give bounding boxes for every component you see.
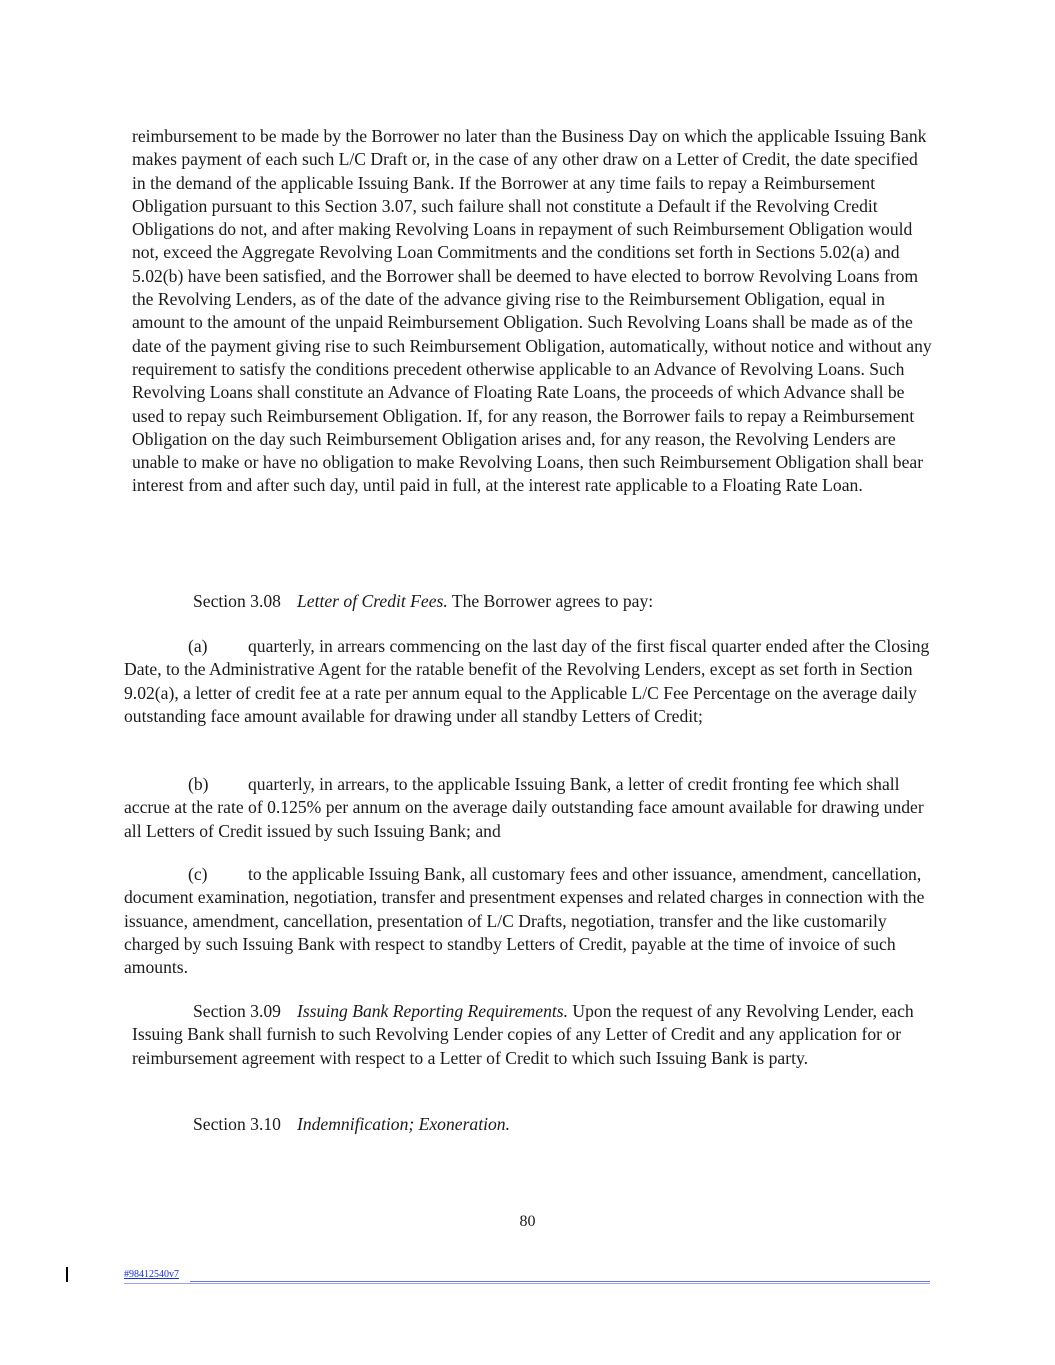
list-item <box>124 863 932 979</box>
section-lead: The Borrower agrees to pay: <box>451 591 654 611</box>
list-item <box>124 635 932 728</box>
section-number: Section 3.10 <box>193 1114 281 1134</box>
section-text: Upon the request of any Revolving Lender, each Issuing Bank shall furnish to such Revolving Lender copies of any Letter of Credit and any application for or reimbursement agreement with respect to a Letter of Credit to which such Issuing Bank is party. <box>132 1001 914 1068</box>
section-title: Indemnification; Exoneration. <box>296 1114 511 1134</box>
section-3-08-heading <box>193 590 653 613</box>
item-text: quarterly, in arrears commencing on the last day of the first fiscal quarter ended after the Closing Date, to the Administrative Agent for the ratable benefit of the Revolving Lenders, except as set forth in Section 9.02(a), a letter of credit fee at a rate per annum equal to the Applicable L/C Fee Percentage on the average daily outstanding face amount available for drawing under all standby Letters of Credit; <box>124 636 930 726</box>
document-id-link[interactable]: #98412540v7 <box>124 1269 179 1280</box>
section-number: Section 3.08 <box>193 591 281 611</box>
footer-rule <box>190 1281 930 1282</box>
section-title: Issuing Bank Reporting Requirements. <box>296 1001 568 1021</box>
revision-bar <box>66 1267 68 1282</box>
item-label: (c) <box>188 864 208 884</box>
continuation-paragraph: reimbursement to be made by the Borrower no later than the Business Day on which the applicable Issuing Bank makes payment of each such L/C Draft or, in the case of any other draw on a Letter of Credit, the date specified in the demand of the applicable Issuing Bank. If the Borrower at any time fails to repay a Reimbursement Obligation pursuant to this Section 3.07, such failure shall not constitute a Default if the Revolving Credit Obligations do not, and after making Revolving Loans in repayment of such Reimbursement Obligation would not, exceed the Aggregate Revolving Loan Commitments and the conditions set forth in Sections 5.02(a) and 5.02(b) have been satisfied, and the Borrower shall be deemed to have elected to borrow Revolving Loans from the Revolving Lenders, as of the date of the advance giving rise to the Reimbursement Obligation, equal in amount to the amount of the unpaid Reimbursement Obligation. Such Revolving Loans shall be made as of the date of the payment giving rise to such Reimbursement Obligation, automatically, without notice and without any requirement to satisfy the conditions precedent otherwise applicable to an Advance of Revolving Loans. Such Revolving Loans shall constitute an Advance of Floating Rate Loans, the proceeds of which Advance shall be used to repay such Reimbursement Obligation. If, for any reason, the Borrower fails to repay a Reimbursement Obligation on the day such Reimbursement Obligation arises and, for any reason, the Revolving Lenders are unable to make or have no obligation to make Revolving Loans, then such Reimbursement Obligation shall bear interest from and after such day, until paid in full, at the interest rate applicable to a Floating Rate Loan. <box>132 126 932 496</box>
section-3-09-paragraph <box>132 1000 932 1070</box>
section-title: Letter of Credit Fees. <box>296 591 448 611</box>
item-text: to the applicable Issuing Bank, all customary fees and other issuance, amendment, cancellation, document examination, negotiation, transfer and presentment expenses and related charges in connection with the issuance, amendment, cancellation, presentation of L/C Drafts, negotiation, transfer and the like customarily charged by such Issuing Bank with respect to standby Letters of Credit, payable at the time of invoice of such amounts. <box>124 864 925 978</box>
item-text: quarterly, in arrears, to the applicable Issuing Bank, a letter of credit fronting fee which shall accrue at the rate of 0.125% per annum on the average daily outstanding face amount available for drawing under all Letters of Credit issued by such Issuing Bank; and <box>124 774 924 841</box>
item-label: (b) <box>188 774 209 794</box>
section-3-10-heading <box>193 1113 510 1136</box>
page-number: 80 <box>519 1213 536 1230</box>
list-item <box>124 773 932 843</box>
footer-rule-secondary <box>124 1283 930 1284</box>
section-number: Section 3.09 <box>193 1001 281 1021</box>
item-label: (a) <box>188 636 208 656</box>
